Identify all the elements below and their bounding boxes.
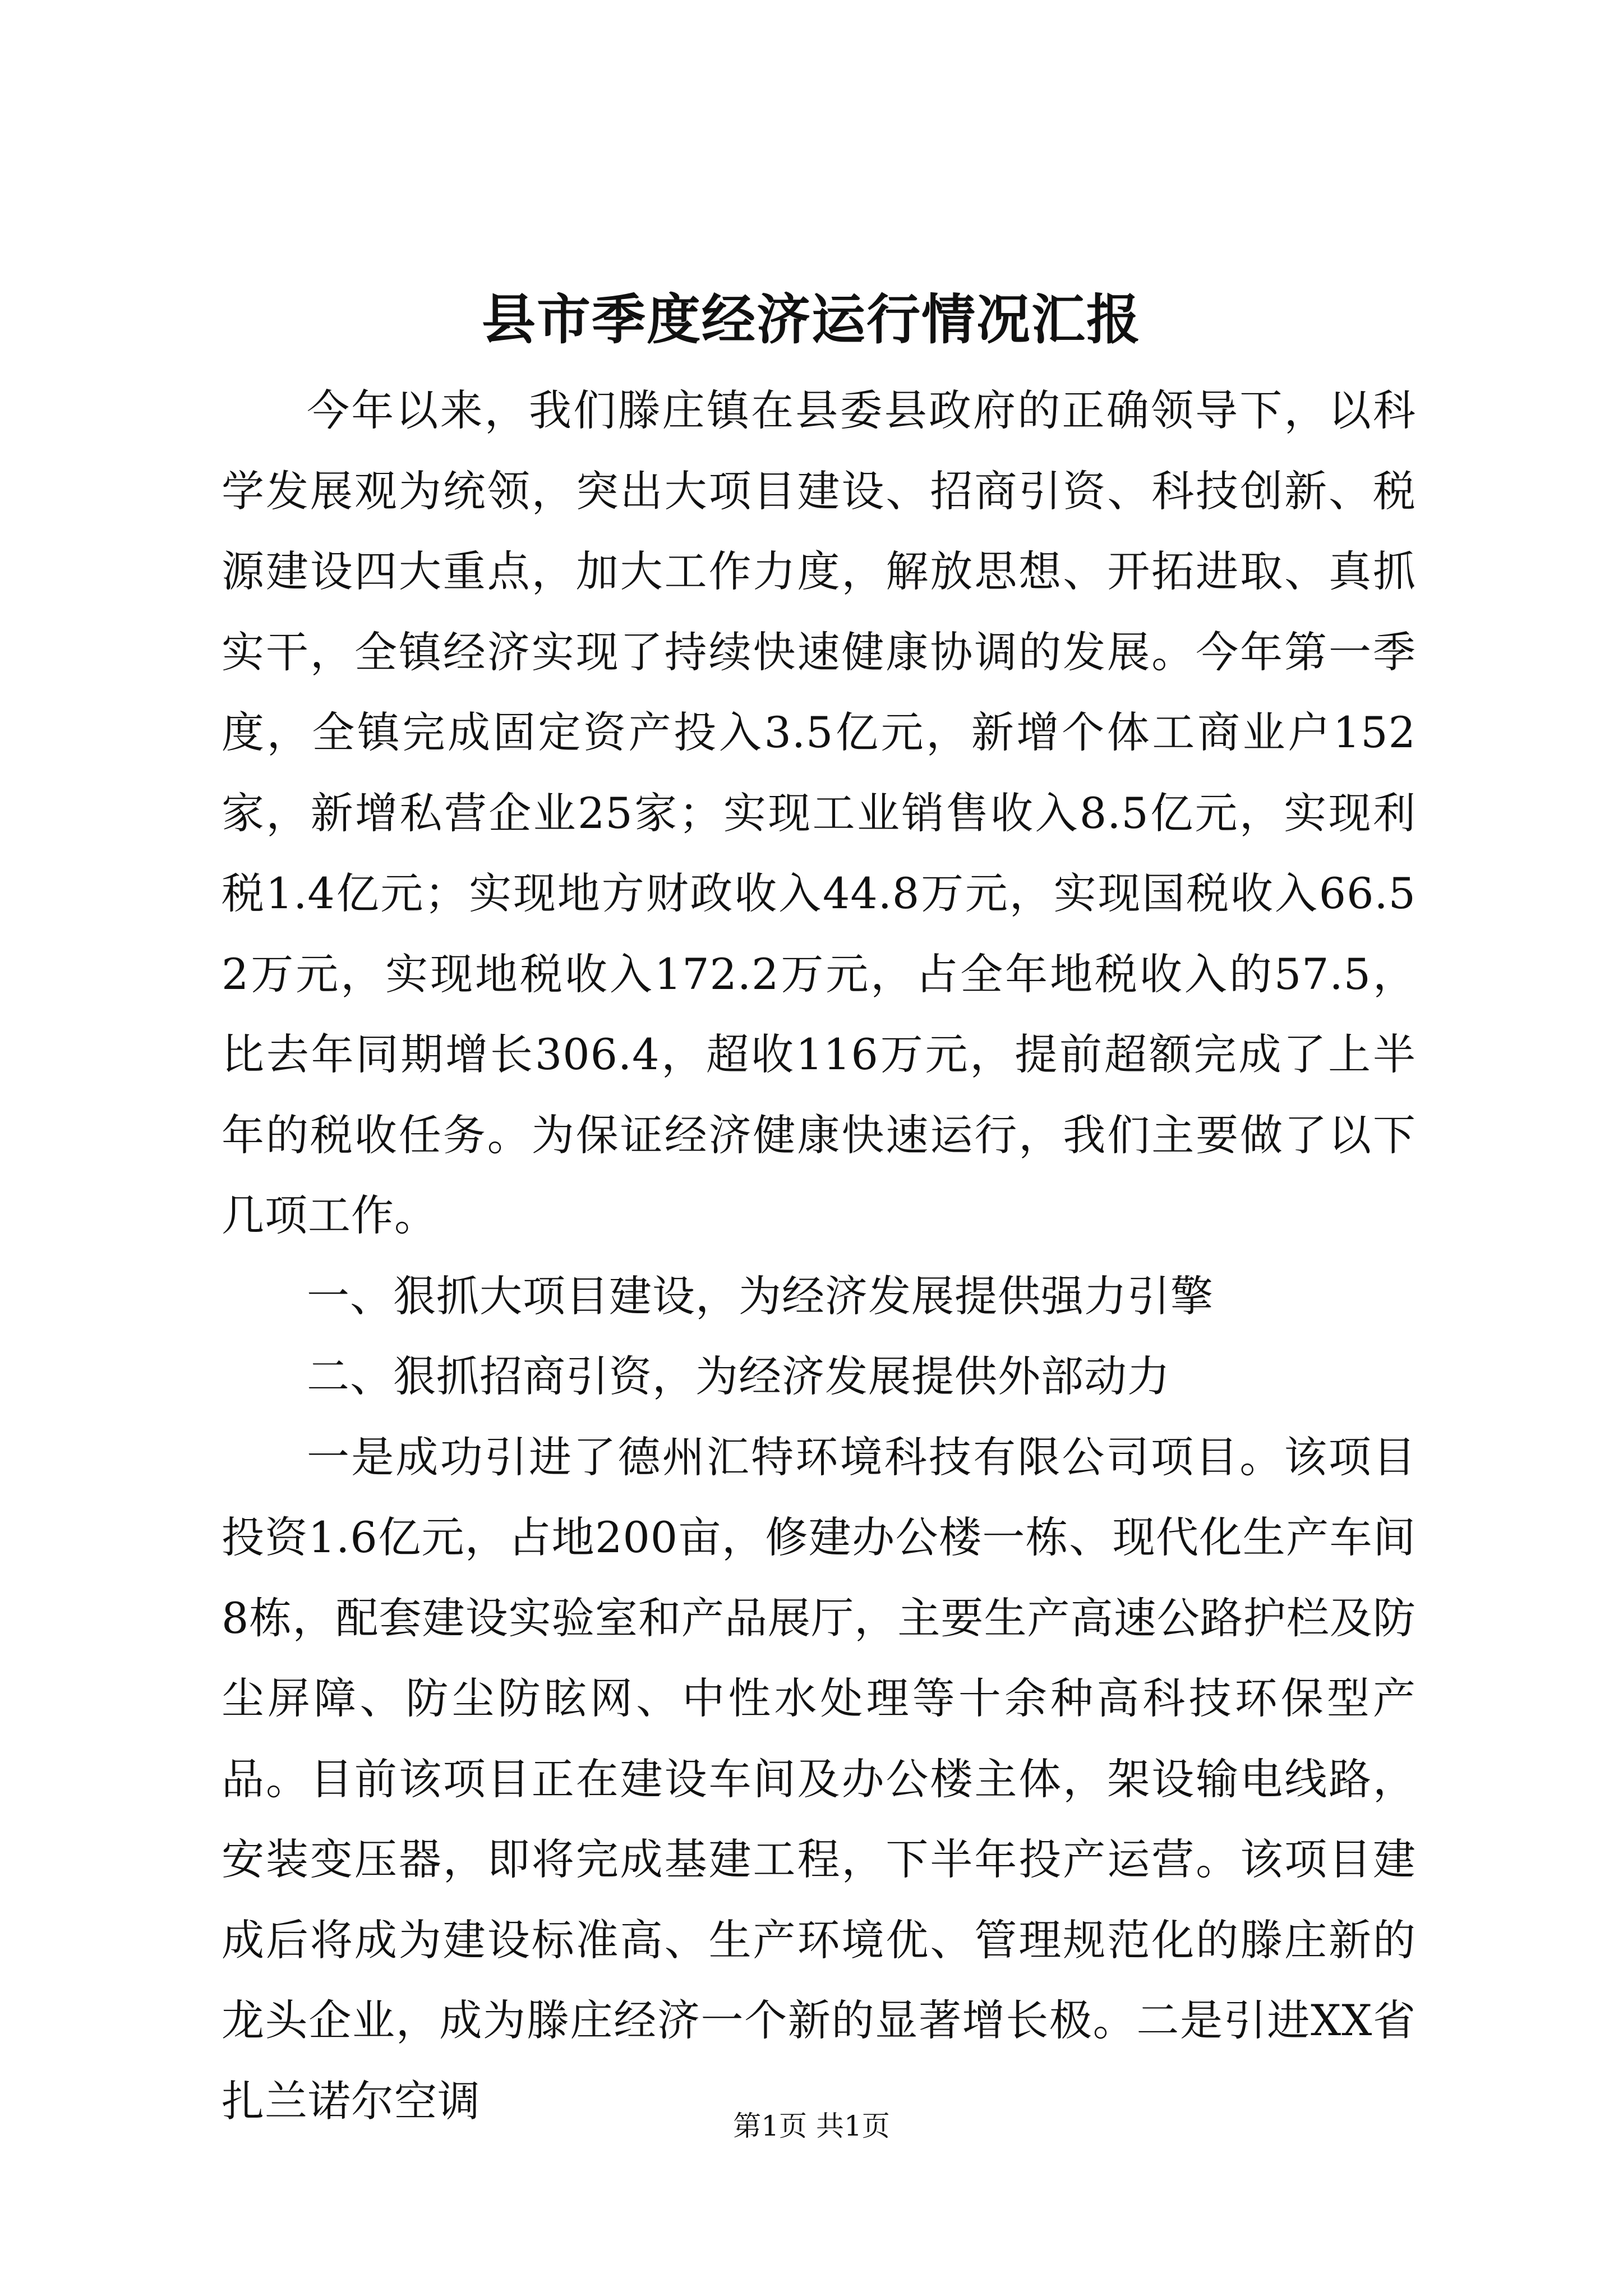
document-body [222,370,1416,2141]
paragraph-heading-2: 二、狠抓招商引资，为经济发展提供外部动力 [307,1351,1170,1401]
document-title: 县市季度经济运行情况汇报 [482,288,1141,351]
paragraph-investment: 一是成功引进了德州汇特环境科技有限公司项目。该项目投资1.6亿元，占地200亩，修建办公楼一栋、现代化生产车间8栋，配套建设实验室和产品展厅，主要生产高速公路护栏及防尘屏障、防尘防眩网、中性水处理等十余种高科技环保型产品。目前该项目正在建设车间及办公楼主体，架设输电线路，安装变压器，即将完成基建工程，下半年投产运营。该项目建成后将成为建设标准高、生产环境优、管理规范化的滕庄新的龙头企业，成为滕庄经济一个新的显著增长极。二是引进XX省扎兰诺尔空调 [222,1432,1416,2126]
paragraph-intro: 今年以来，我们滕庄镇在县委县政府的正确领导下，以科学发展观为统领，突出大项目建设、招商引资、科技创新、税源建设四大重点，加大工作力度，解放思想、开拓进取、真抓实干，全镇经济实现了持续快速健康协调的发展。今年第一季度，全镇完成固定资产投入3.5亿元，新增个体工商业户152家，新增私营企业25家；实现工业销售收入8.5亿元，实现利税1.4亿元；实现地方财政收入44.8万元，实现国税收入66.52万元，实现地税收入172.2万元，占全年地税收入的57.5，比去年同期增长306.4，超收116万元，提前超额完成了上半年的税收任务。为保证经济健康快速运行，我们主要做了以下几项工作。 [222,385,1416,1240]
page-footer: 第1页 共1页 [733,2110,890,2142]
paragraph-heading-1: 一、狠抓大项目建设，为经济发展提供强力引擎 [307,1271,1214,1321]
